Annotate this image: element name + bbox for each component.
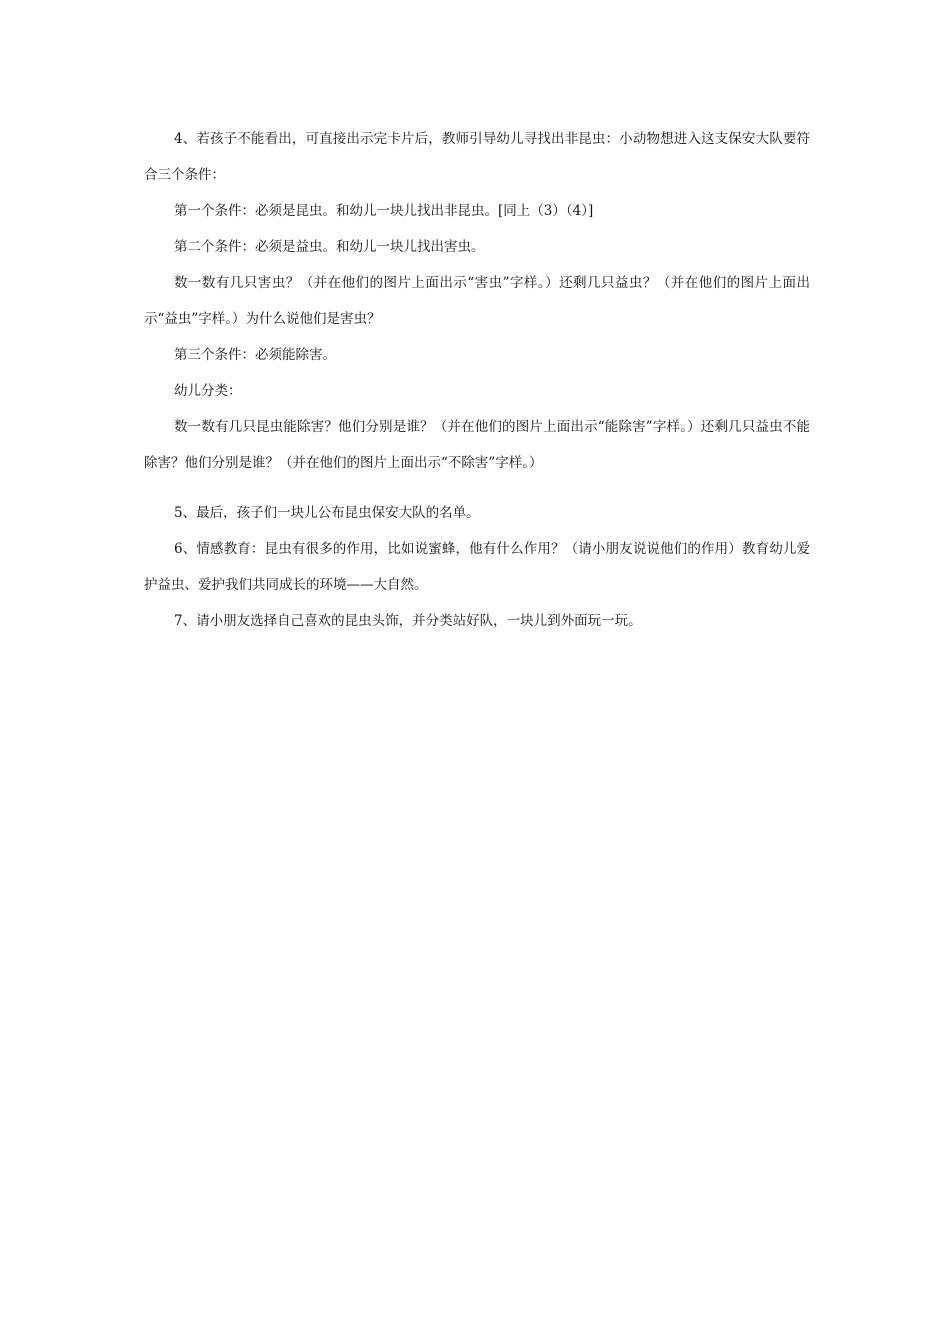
paragraph-condition-3: 第三个条件：必须能除害。 bbox=[174, 347, 336, 363]
document-body bbox=[144, 121, 810, 639]
paragraph-condition-1: 第一个条件：必须是昆虫。和幼儿一块儿找出非昆虫。[同上（3）（4）] bbox=[174, 203, 594, 219]
paragraph-classification: 幼儿分类： bbox=[174, 383, 242, 399]
paragraph-condition-2: 第二个条件：必须是益虫。和幼儿一块儿找出害虫。 bbox=[174, 239, 485, 255]
paragraph-step-6: 6、情感教育：昆虫有很多的作用，比如说蜜蜂，他有什么作用？（请小朋友说说他们的作用）教育幼儿爱护益虫、爱护我们共同成长的环境——大自然。 bbox=[144, 541, 810, 593]
paragraph-step-4: 4、若孩子不能看出，可直接出示完卡片后，教师引导幼儿寻找出非昆虫：小动物想进入这支保安大队要符合三个条件： bbox=[144, 131, 810, 183]
paragraph-step-5: 5、最后，孩子们一块儿公布昆虫保安大队的名单。 bbox=[174, 505, 480, 521]
paragraph-step-7: 7、请小朋友选择自己喜欢的昆虫头饰，并分类站好队，一块儿到外面玩一玩。 bbox=[174, 613, 642, 629]
paragraph-count-pests: 数一数有几只害虫？（并在他们的图片上面出示“害虫”字样。）还剩几只益虫？（并在他们的图片上面出示“益虫”字样。）为什么说他们是害虫？ bbox=[144, 275, 810, 327]
paragraph-count-removers: 数一数有几只昆虫能除害？他们分别是谁？（并在他们的图片上面出示“能除害”字样。）还剩几只益虫不能除害？他们分别是谁？（并在他们的图片上面出示“不除害”字样。） bbox=[144, 419, 810, 471]
